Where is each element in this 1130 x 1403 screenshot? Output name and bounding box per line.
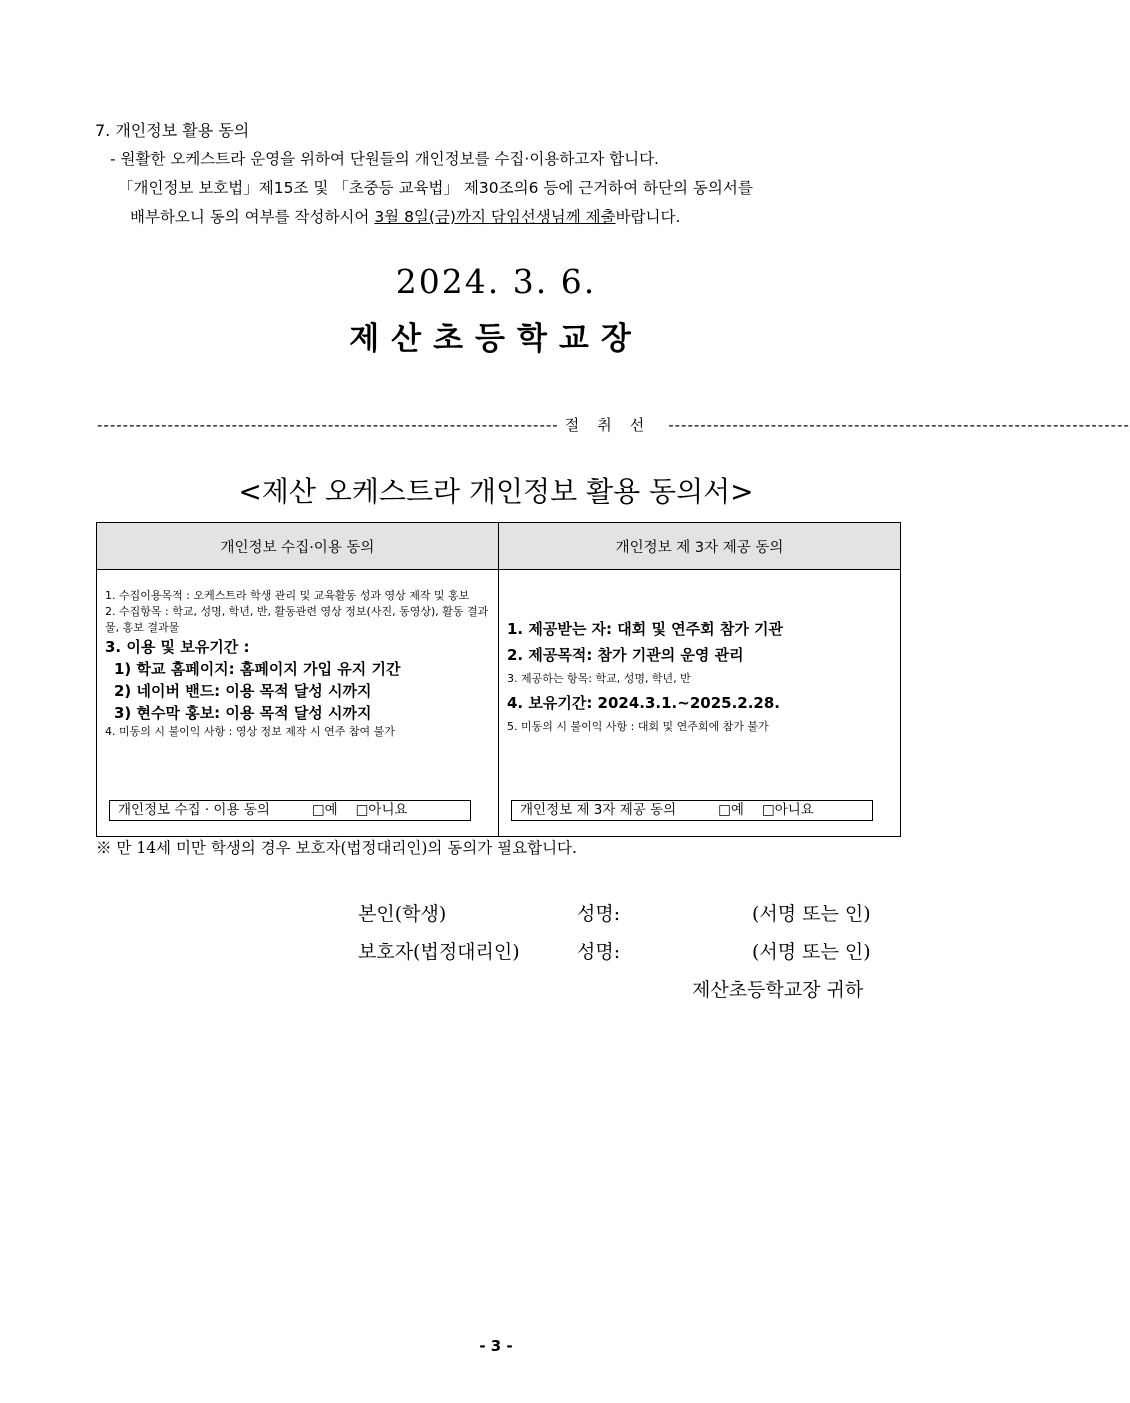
retention-item-3: 3) 현수막 홍보: 이용 목적 달성 시까지 bbox=[114, 704, 372, 722]
intro-line-2: 「개인정보 보호법」제15조 및 「초중등 교육법」 제30조의6 등에 근거하여 하단의 동의서를 bbox=[118, 179, 753, 197]
guardian-sign-hint: (서명 또는 인) bbox=[752, 941, 871, 963]
intro-line-3 bbox=[130, 205, 680, 227]
intro-line-1: - 원활한 오케스트라 운영을 위하여 단원들의 개인정보를 수집·이용하고자 합니다. bbox=[110, 150, 659, 168]
collection-no-checkbox[interactable]: □아니요 bbox=[355, 802, 408, 818]
principal-name: 제산초등학교장 bbox=[349, 321, 643, 357]
guardian-name-label: 성명: bbox=[577, 941, 621, 963]
collection-items: 2. 수집항목 : 학교, 성명, 학년, 반, 활동관련 영상 정보(사진, 동영상), 활동 결과물, 홍보 결과물 bbox=[105, 605, 489, 634]
cut-line-dashes-right: ------------------------------------------------------------------------ bbox=[668, 415, 1130, 434]
student-name-label: 성명: bbox=[577, 903, 621, 925]
third-party-purpose: 2. 제공목적: 참가 기관의 운영 관리 bbox=[507, 646, 744, 664]
student-sign-hint: (서명 또는 인) bbox=[752, 903, 871, 925]
third-party-consent-label: 개인정보 제 3자 제공 동의 bbox=[520, 802, 677, 818]
guardian-note: ※ 만 14세 미만 학생의 경우 보호자(법정대리인)의 동의가 필요합니다. bbox=[96, 839, 577, 857]
retention-item-1: 1) 학교 홈페이지: 홈페이지 가입 유지 기간 bbox=[114, 660, 401, 678]
intro-line-3-text: 배부하오니 동의 여부를 작성하시어 bbox=[130, 208, 375, 226]
third-party-retention: 4. 보유기간: 2024.3.1.~2025.2.28. bbox=[507, 694, 780, 712]
student-label: 본인(학생) bbox=[358, 903, 447, 925]
third-party-disadvantage: 5. 미동의 시 불이익 사항 : 대회 및 연주회에 참가 불가 bbox=[507, 720, 769, 733]
collection-disadvantage: 4. 미동의 시 불이익 사항 : 영상 정보 제작 시 연주 참여 불가 bbox=[105, 725, 395, 738]
intro-line-3-end: 바랍니다. bbox=[615, 208, 681, 226]
collection-purpose: 1. 수집이용목적 : 오케스트라 학생 관리 및 교육활동 성과 영상 제작 및 홍보 bbox=[105, 589, 470, 602]
cut-line bbox=[97, 414, 1130, 435]
cut-line-dashes-left: ------------------------------------------------------------------------ bbox=[97, 415, 559, 434]
section-title: 7. 개인정보 활용 동의 bbox=[95, 121, 250, 140]
page-number: - 3 - bbox=[479, 1337, 513, 1355]
third-party-consent-checkbox-row bbox=[511, 800, 873, 821]
guardian-label: 보호자(법정대리인) bbox=[358, 941, 520, 963]
addressee: 제산초등학교장 귀하 bbox=[692, 979, 864, 1001]
collection-consent-label: 개인정보 수집 · 이용 동의 bbox=[118, 802, 270, 818]
document-date: 2024. 3. 6. bbox=[395, 262, 597, 301]
third-party-no-checkbox[interactable]: □아니요 bbox=[761, 802, 814, 818]
deadline-text: 3월 8일(금)까지 담임선생님께 제출 bbox=[374, 208, 616, 226]
collection-consent-checkbox-row bbox=[109, 800, 471, 821]
consent-table bbox=[96, 522, 901, 837]
third-party-recipient: 1. 제공받는 자: 대회 및 연주회 참가 기관 bbox=[507, 620, 784, 638]
third-party-consent-cell bbox=[499, 570, 901, 837]
third-party-yes-checkbox[interactable]: □예 bbox=[718, 802, 744, 818]
retention-title: 3. 이용 및 보유기간 : bbox=[105, 638, 250, 656]
col1-header: 개인정보 수집·이용 동의 bbox=[97, 523, 499, 570]
third-party-items: 3. 제공하는 항목: 학교, 성명, 학년, 반 bbox=[507, 672, 691, 685]
collection-yes-checkbox[interactable]: □예 bbox=[311, 802, 338, 818]
cut-line-label: 절취선 bbox=[564, 416, 663, 434]
col2-header: 개인정보 제 3자 제공 동의 bbox=[499, 523, 901, 570]
retention-item-2: 2) 네이버 밴드: 이용 목적 달성 시까지 bbox=[114, 682, 372, 700]
form-title: <제산 오케스트라 개인정보 활용 동의서> bbox=[238, 475, 754, 508]
collection-consent-cell bbox=[97, 570, 499, 837]
